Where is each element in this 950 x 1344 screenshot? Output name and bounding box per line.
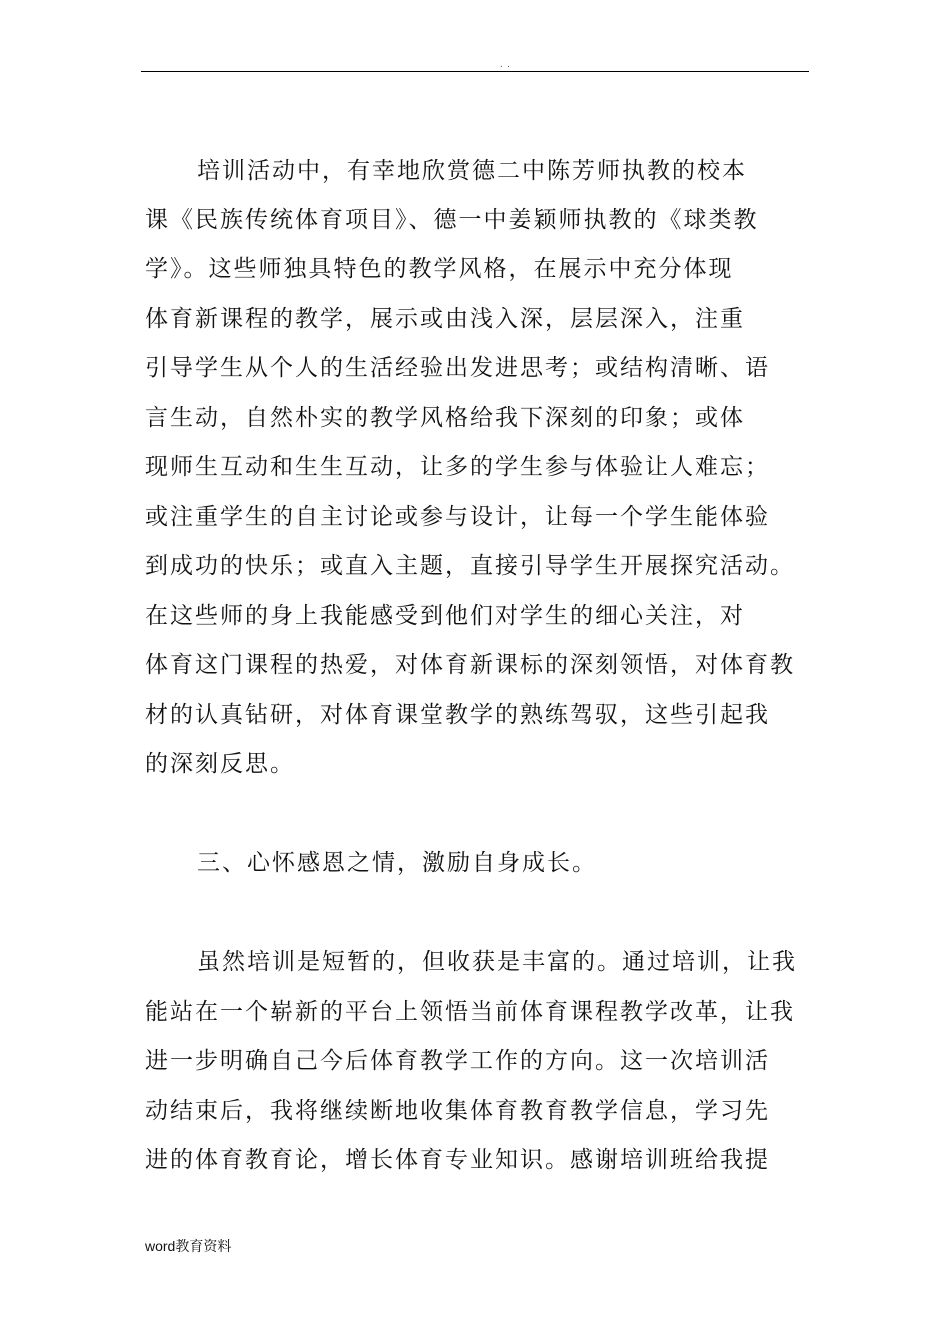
paragraph-line: 现师生互动和生生互动，让多的学生参与体验让人难忘； — [145, 454, 770, 480]
section-heading: 三、心怀感恩之情，激励自身成长。 — [197, 850, 597, 876]
paragraph-line: 体育这门课程的热爱，对体育新课标的深刻领悟，对体育教 — [145, 652, 795, 678]
paragraph-line: 进的体育教育论，增长体育专业知识。感谢培训班给我提 — [145, 1147, 770, 1173]
paragraph-line: 培训活动中，有幸地欣赏德二中陈芳师执教的校本 — [197, 158, 747, 184]
paragraph-line: 材的认真钻研，对体育课堂教学的熟练驾驭，这些引起我 — [145, 702, 770, 728]
footer-label: word教育资料 — [145, 1238, 232, 1254]
paragraph-line: 言生动，自然朴实的教学风格给我下深刻的印象；或体 — [145, 405, 745, 431]
paragraph-line: 进一步明确自己今后体育教学工作的方向。这一次培训活 — [145, 1048, 770, 1074]
header-rule — [141, 71, 809, 72]
paragraph-line: 到成功的快乐；或直入主题，直接引导学生开展探究活动。 — [145, 553, 795, 579]
paragraph-line: 引导学生从个人的生活经验出发进思考；或结构清晰、语 — [145, 355, 770, 381]
header-marker: . . — [500, 60, 511, 69]
paragraph-line: 虽然培训是短暂的，但收获是丰富的。通过培训，让我 — [197, 949, 797, 975]
paragraph-line: 或注重学生的自主讨论或参与设计，让每一个学生能体验 — [145, 504, 770, 530]
paragraph-line: 在这些师的身上我能感受到他们对学生的细心关注，对 — [145, 603, 745, 629]
paragraph-line: 能站在一个崭新的平台上领悟当前体育课程教学改革，让我 — [145, 999, 795, 1025]
paragraph-line: 学》。这些师独具特色的教学风格，在展示中充分体现 — [145, 256, 734, 282]
paragraph-line: 课《民族传统体育项目》、德一中姜颖师执教的《球类教 — [145, 207, 759, 233]
paragraph-line: 动结束后，我将继续断地收集体育教育教学信息，学习先 — [145, 1098, 770, 1124]
paragraph-line: 的深刻反思。 — [145, 751, 295, 777]
paragraph-line: 体育新课程的教学，展示或由浅入深，层层深入，注重 — [145, 306, 745, 332]
